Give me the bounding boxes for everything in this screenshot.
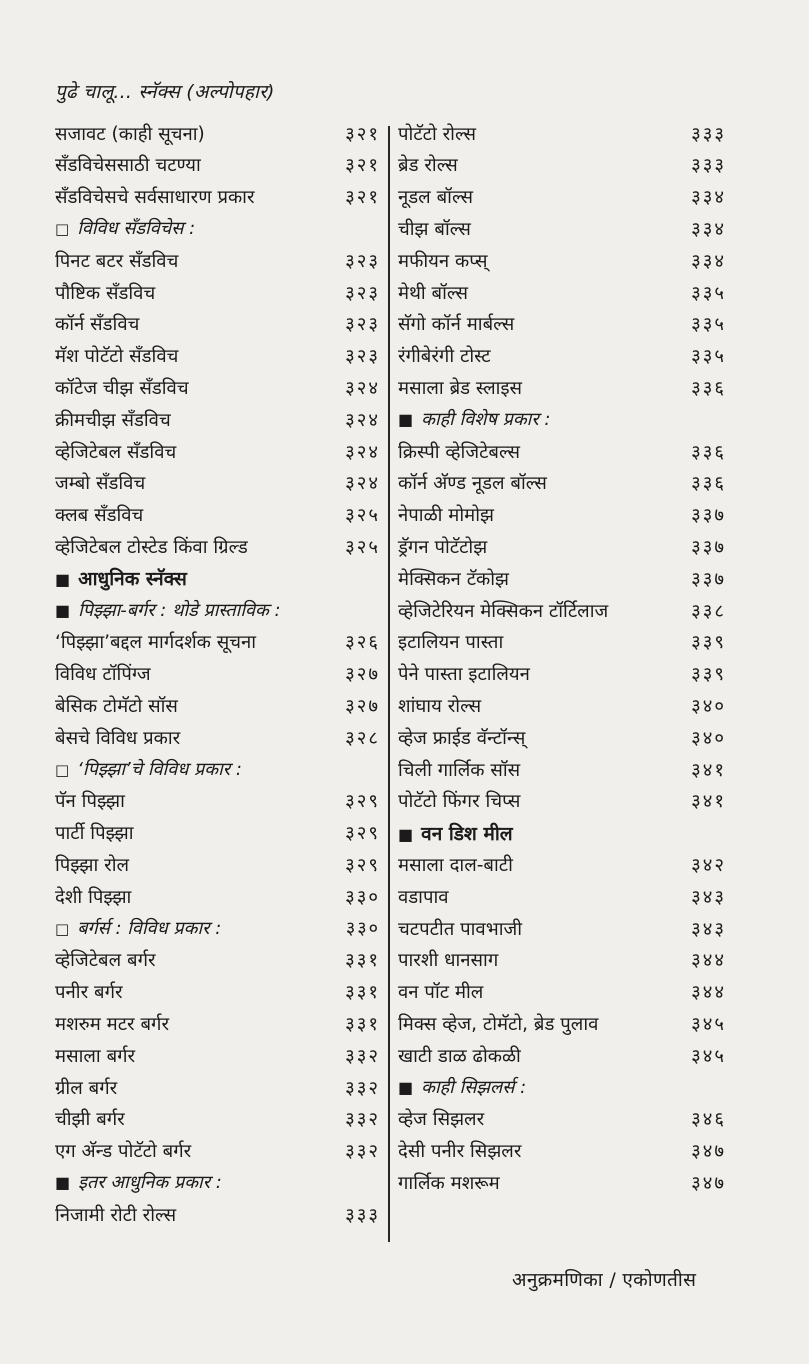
page-number: ३३२ (345, 1109, 380, 1131)
entry-text: विविध सँडविचेस : (77, 218, 196, 240)
index-entry (55, 436, 380, 466)
entry-text: पोटॅटो रोल्स (398, 123, 477, 145)
index-entry (55, 150, 380, 180)
entry-title (55, 884, 131, 909)
page-number: ३२४ (345, 473, 380, 495)
page-number: ३२१ (345, 155, 380, 177)
index-entry (398, 500, 726, 530)
entry-title (398, 916, 522, 941)
index-entry (398, 945, 726, 975)
page-number: ३३१ (345, 1013, 380, 1035)
index-entry (55, 977, 380, 1007)
entry-title (398, 470, 547, 495)
entry-text: ब्रेड रोल्स (398, 155, 458, 177)
entry-text: पिनट बटर सँडविच (55, 250, 179, 272)
entry-title (398, 1106, 484, 1131)
entry-title (55, 757, 242, 781)
entry-title (55, 439, 176, 464)
page-number: ३२६ (345, 632, 380, 654)
index-entry (55, 531, 380, 561)
index-entry (398, 213, 726, 243)
entry-title (398, 947, 498, 972)
entry-title (55, 788, 125, 813)
entry-text: मेक्सिकन टॅकोझ (398, 568, 509, 590)
entry-title (55, 311, 139, 336)
entry-text: क्लब सँडविच (55, 505, 144, 527)
entry-text: देसी पनीर सिझलर (398, 1141, 522, 1163)
index-entry (55, 341, 380, 371)
entry-text: व्हेजिटेबल टोस्टेड किंवा ग्रिल्ड (55, 536, 248, 558)
index-entry (55, 945, 380, 975)
entry-text: एग अ‍ॅन्ड पोटॅटो बर्गर (55, 1141, 192, 1163)
index-entry (398, 1008, 726, 1038)
entry-text: सँडविचेसचे सर्वसाधारण प्रकार (55, 187, 255, 209)
entry-title (55, 947, 156, 972)
index-entry (55, 500, 380, 530)
entry-text: चीझी बर्गर (55, 1109, 125, 1131)
entry-text: व्हेज सिझलर (398, 1109, 485, 1131)
entry-title (398, 1170, 500, 1195)
entry-text: काही विशेष प्रकार : (421, 409, 551, 431)
entry-text: पारशी धानसाग (398, 950, 499, 972)
index-entry (55, 468, 380, 498)
filled-square-icon: ■ (398, 410, 414, 430)
page-number: ३४७ (691, 1141, 726, 1163)
entry-title (55, 565, 187, 591)
entry-text: चटपटीत पावभाजी (398, 918, 523, 940)
entry-title (398, 152, 458, 177)
entry-text: कॉर्न अ‍ॅण्ड नूडल बॉल्स (398, 473, 547, 495)
index-entry (398, 182, 726, 212)
entry-text: पेने पास्ता इटालियन (398, 664, 530, 686)
entry-title (398, 121, 476, 146)
entry-text: जम्बो सँडविच (55, 473, 146, 495)
entry-title (398, 1075, 526, 1099)
page-number: ३३२ (345, 1045, 380, 1067)
hollow-square-icon: □ (55, 761, 70, 779)
entry-title (398, 407, 550, 431)
page-number: ३४० (691, 695, 726, 717)
subsection-heading (55, 1167, 380, 1197)
index-entry (398, 786, 726, 816)
entry-title (398, 661, 530, 686)
entry-text: पिझ्झा-बर्गर : थोडे प्रास्ताविक : (78, 600, 281, 621)
page-number: ३२९ (345, 854, 380, 876)
index-entry (55, 1136, 380, 1166)
index-entry (398, 722, 726, 752)
index-entry (398, 245, 726, 275)
entry-text: काही सिझलर्स : (421, 1077, 527, 1098)
entry-text: सँडविचेससाठी चटण्या (55, 155, 201, 177)
entry-text: पॅन पिझ्झा (55, 791, 125, 813)
index-entry (398, 881, 726, 911)
entry-text: मशरुम मटर बर्गर (55, 1013, 170, 1035)
page-number: ३३९ (691, 632, 726, 654)
entry-text: नेपाळी मोमोझ (398, 505, 494, 527)
entry-title (398, 1011, 598, 1036)
entry-title (398, 693, 481, 718)
page-number: ३३४ (691, 250, 726, 272)
page-number: ३२३ (345, 346, 380, 368)
entry-title (55, 1043, 135, 1068)
index-entry (55, 1104, 380, 1134)
index-entry (55, 309, 380, 339)
entry-title (55, 629, 256, 654)
index-entry (55, 372, 380, 402)
page-number: ३३३ (691, 155, 726, 177)
entry-title (55, 121, 205, 146)
subsection-heading (398, 1072, 726, 1102)
entry-title (398, 598, 608, 623)
entry-text: गार्लिक मशरूम (398, 1172, 500, 1194)
subsection-heading (398, 404, 726, 434)
page-number: ३२९ (345, 823, 380, 845)
subsection-heading (55, 595, 380, 625)
entry-title (398, 566, 509, 591)
page-number: ३३३ (345, 1204, 380, 1226)
entry-text: खाटी डाळ ढोकळी (398, 1045, 521, 1067)
index-entry (55, 245, 380, 275)
entry-title (55, 248, 178, 273)
index-entry (398, 690, 726, 720)
entry-text: सॅगो कॉर्न मार्बल्स (398, 314, 515, 336)
entry-title (398, 979, 483, 1004)
entry-title (398, 248, 488, 273)
entry-text: देशी पिझ्झा (55, 886, 132, 908)
section-heading (55, 563, 380, 593)
entry-title (55, 1106, 125, 1131)
entry-title (55, 375, 189, 400)
entry-title (55, 1075, 117, 1100)
page-number: ३३४ (691, 218, 726, 240)
index-entry (398, 913, 726, 943)
entry-text: रंगीबेरंगी टोस्ट (398, 346, 491, 368)
index-entry (398, 1136, 726, 1166)
page-number: ३२३ (345, 250, 380, 272)
index-entry (398, 277, 726, 307)
entry-text: बर्गर्स : विविध प्रकार : (77, 918, 222, 939)
page-number: ३४२ (691, 854, 726, 876)
index-entry (398, 659, 726, 689)
index-entry (398, 1167, 726, 1197)
entry-text: सजावट (काही सूचना) (55, 123, 205, 145)
entry-text: क्रीमचीझ सँडविच (55, 409, 171, 431)
page-number: ३४५ (691, 1013, 726, 1035)
column-divider (388, 126, 390, 1242)
entry-text: आधुनिक स्नॅक्स (78, 568, 187, 591)
hollow-square-icon: □ (55, 220, 70, 239)
entry-title (398, 1138, 521, 1163)
entry-text: वडापाव (398, 886, 449, 908)
index-entry (55, 1072, 380, 1102)
page-number: ३२४ (345, 441, 380, 463)
page-number: ३२४ (345, 409, 380, 431)
entry-text: ग्रील बर्गर (55, 1077, 118, 1099)
entry-title (398, 884, 449, 909)
page-number: ३३२ (345, 1141, 380, 1163)
entry-text: मसाला दाल-बाटी (398, 854, 513, 876)
index-entry (398, 977, 726, 1007)
entry-title (55, 343, 178, 368)
entry-title (398, 280, 468, 305)
entry-title (398, 343, 491, 368)
page-number: ३३३ (691, 123, 726, 145)
entry-title (55, 916, 221, 940)
entry-title (398, 629, 503, 654)
filled-square-icon: ■ (55, 570, 71, 590)
subsection-heading (55, 754, 380, 784)
index-entry (55, 118, 380, 148)
page-number: ३२५ (345, 536, 380, 558)
entry-title (398, 757, 520, 782)
page-number: ३४१ (691, 759, 726, 781)
page-number: ३३६ (691, 377, 726, 399)
page-number: ३२४ (345, 377, 380, 399)
entry-title (55, 661, 151, 686)
entry-text: बेसचे विविध प्रकार (55, 727, 181, 749)
page-number: ३३८ (691, 600, 726, 622)
page-number: ३४३ (691, 918, 726, 940)
entry-text: बेसिक टोमॅटो सॉस (55, 695, 178, 717)
entry-text: पार्टी पिझ्झा (55, 823, 134, 845)
page-number: ३४३ (691, 886, 726, 908)
entry-text: चिली गार्लिक सॉस (398, 759, 521, 781)
entry-title (55, 1011, 169, 1036)
page-number: ३२३ (345, 314, 380, 336)
page-number: ३३७ (691, 568, 726, 590)
entry-text: मसाला बर्गर (55, 1045, 136, 1067)
subsection-heading (55, 913, 380, 943)
page-number: ३४७ (691, 1172, 726, 1194)
page-number: ३३६ (691, 441, 726, 463)
index-entry (55, 182, 380, 212)
entry-text: ‘पिझ्झा’बद्दल मार्गदर्शक सूचना (55, 632, 257, 654)
page-number: ३३१ (345, 950, 380, 972)
entry-text: व्हेजिटेबल सँडविच (55, 441, 177, 463)
entry-text: वन पॉट मील (398, 982, 484, 1004)
index-entry (55, 849, 380, 879)
entry-text: मसाला ब्रेड स्लाइस (398, 377, 523, 399)
entry-title (398, 725, 525, 750)
page-number: ३४५ (691, 1045, 726, 1067)
page-number: ३३५ (691, 282, 726, 304)
entry-text: ड्रॅगन पोटॅटोझ (398, 536, 488, 558)
index-entry (398, 468, 726, 498)
section-heading (398, 818, 726, 848)
entry-title (55, 152, 201, 177)
entry-title (55, 1170, 222, 1194)
index-entry (398, 849, 726, 879)
entry-text: वन डिश मील (421, 822, 513, 845)
page-number: ३३० (345, 886, 380, 908)
page-number: ३३९ (691, 664, 726, 686)
page-number: ३३७ (691, 505, 726, 527)
entry-title (398, 375, 522, 400)
page-number: ३४४ (691, 950, 726, 972)
entry-title (55, 407, 171, 432)
page-number: ३३४ (691, 187, 726, 209)
entry-text: इतर आधुनिक प्रकार : (78, 1172, 222, 1194)
index-entry (55, 1199, 380, 1229)
page-number: ३३१ (345, 982, 380, 1004)
index-entry (55, 404, 380, 434)
page-number: ३३५ (691, 346, 726, 368)
entry-text: पनीर बर्गर (55, 982, 123, 1004)
page-number: ३३७ (691, 536, 726, 558)
entry-text: पिझ्झा रोल (55, 854, 130, 876)
entry-title (398, 852, 513, 877)
index-entry (398, 372, 726, 402)
index-entry (55, 722, 380, 752)
entry-text: चीझ बॉल्स (398, 218, 471, 240)
entry-title (398, 534, 487, 559)
page-number: ३२१ (345, 123, 380, 145)
index-entry (398, 150, 726, 180)
entry-text: इटालियन पास्ता (398, 632, 504, 654)
filled-square-icon: ■ (55, 601, 71, 620)
index-entry (398, 309, 726, 339)
entry-title (55, 852, 129, 877)
entry-title (55, 820, 134, 845)
index-entry (398, 1104, 726, 1134)
entry-title (55, 216, 195, 240)
index-entry (398, 531, 726, 561)
index-entry (398, 118, 726, 148)
page-number: ३४० (691, 727, 726, 749)
entry-text: विविध टॉपिंग्ज (55, 664, 151, 686)
hollow-square-icon: □ (55, 920, 70, 938)
entry-title (55, 184, 255, 209)
entry-title (55, 693, 178, 718)
page-number: ३२७ (345, 664, 380, 686)
index-entry (398, 436, 726, 466)
entry-title (398, 502, 494, 527)
page-number: ३४४ (691, 982, 726, 1004)
index-entry (55, 690, 380, 720)
page-number: ३३२ (345, 1077, 380, 1099)
entry-text: पोटॅटो फिंगर चिप्स (398, 791, 521, 813)
entry-title (55, 979, 123, 1004)
index-entry (55, 627, 380, 657)
entry-text: कॉर्न सँडविच (55, 314, 140, 336)
page-number: ३२३ (345, 282, 380, 304)
page-footer: अनुक्रमणिका / एकोणतीस (512, 1269, 697, 1291)
entry-text: व्हेजिटेरियन मेक्सिकन टॉर्टिलाज (398, 600, 609, 622)
page-number: ३२७ (345, 695, 380, 717)
page-number: ३२१ (345, 187, 380, 209)
entry-text: नूडल बॉल्स (398, 187, 474, 209)
entry-text: पौष्टिक सँडविच (55, 282, 156, 304)
index-entry (55, 818, 380, 848)
entry-text: व्हेज फ्राईड वॅन्टॉन्स् (398, 727, 526, 749)
page-number: ३३५ (691, 314, 726, 336)
entry-title (398, 216, 471, 241)
entry-text: कॉटेज चीझ सँडविच (55, 377, 189, 399)
entry-text: निजामी रोटी रोल्स (55, 1204, 177, 1226)
entry-title (55, 280, 155, 305)
filled-square-icon: ■ (398, 1078, 414, 1097)
entry-title (398, 184, 473, 209)
page-number: ३२५ (345, 505, 380, 527)
index-entry (398, 563, 726, 593)
entry-text: क्रिस्पी व्हेजिटेबल्स (398, 441, 521, 463)
index-entry (398, 627, 726, 657)
page-number: ३४१ (691, 791, 726, 813)
entry-text: ‘पिझ्झा’चे विविध प्रकार : (77, 759, 242, 780)
entry-text: मॅश पोटॅटो सँडविच (55, 346, 179, 368)
entry-title (398, 820, 513, 846)
index-entry (55, 277, 380, 307)
page-number: ३२९ (345, 791, 380, 813)
entry-title (398, 788, 520, 813)
entry-text: मेथी बॉल्स (398, 282, 468, 304)
index-entry (55, 659, 380, 689)
page-number: ३२८ (345, 727, 380, 749)
index-entry (55, 1040, 380, 1070)
entry-text: मिक्स व्हेज, टोमॅटो, ब्रेड पुलाव (398, 1013, 599, 1035)
entry-title (55, 470, 145, 495)
entry-title (55, 1202, 176, 1227)
index-entry (398, 754, 726, 784)
entry-text: शांघाय रोल्स (398, 695, 482, 717)
index-entry (55, 1008, 380, 1038)
entry-title (398, 311, 514, 336)
entry-title (55, 1138, 191, 1163)
index-entry (55, 786, 380, 816)
entry-title (55, 534, 248, 559)
entry-title (398, 1043, 521, 1068)
entry-text: मफीयन कप्स् (398, 250, 488, 272)
entry-title (55, 502, 143, 527)
entry-text: व्हेजिटेबल बर्गर (55, 950, 156, 972)
entry-title (55, 598, 281, 622)
entry-title (55, 725, 180, 750)
running-head: पुढे चालू... स्नॅक्स (अल्पोपहार) (55, 81, 275, 103)
index-entry (398, 1040, 726, 1070)
page-number: ३४६ (691, 1109, 726, 1131)
index-entry (55, 881, 380, 911)
filled-square-icon: ■ (398, 824, 414, 844)
entry-title (398, 439, 520, 464)
page-number: ३३६ (691, 473, 726, 495)
index-entry (398, 341, 726, 371)
page-number: ३३० (345, 918, 380, 939)
filled-square-icon: ■ (55, 1173, 71, 1193)
subsection-heading (55, 213, 380, 243)
index-entry (398, 595, 726, 625)
